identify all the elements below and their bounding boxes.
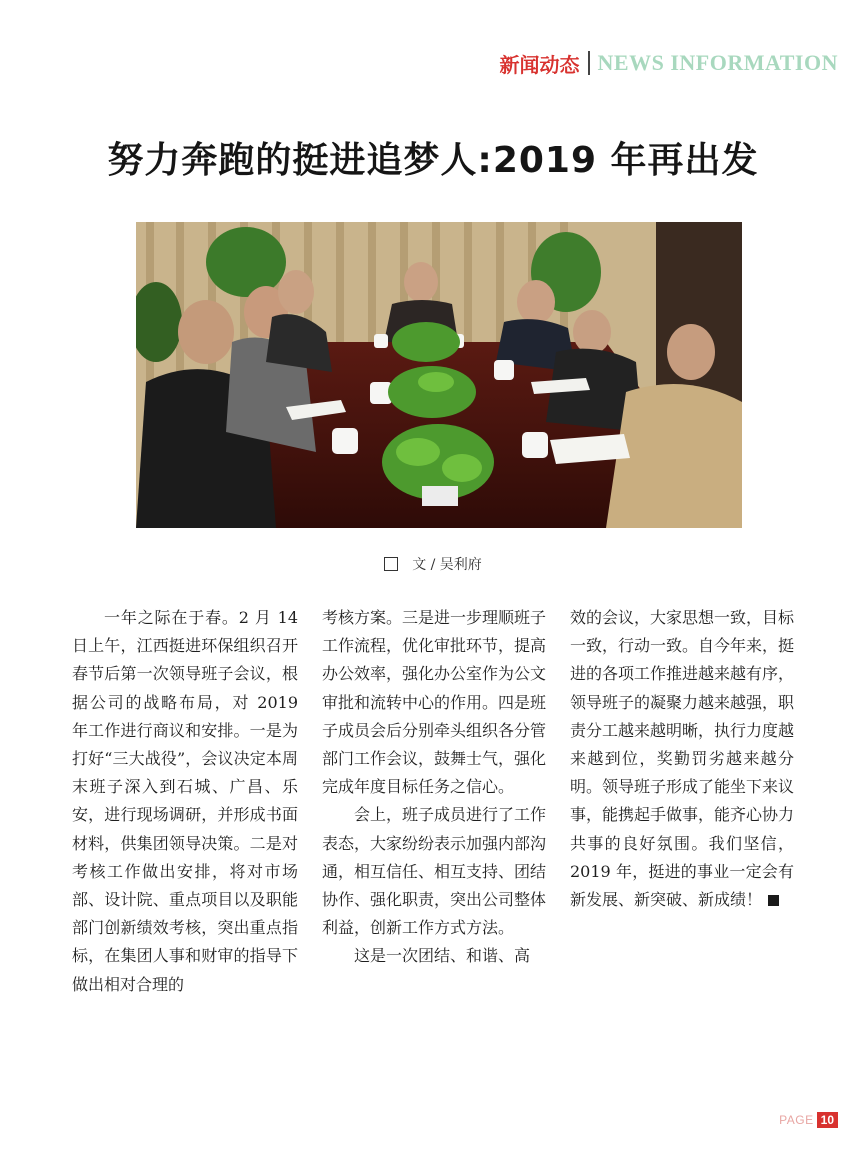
end-mark-icon	[768, 895, 779, 906]
article-title: 努力奔跑的挺进追梦人:2019 年再出发	[107, 140, 759, 181]
article-column-2	[322, 604, 546, 971]
article-column-1	[72, 604, 298, 999]
page-indicator	[779, 1112, 838, 1128]
paragraph-continued: 考核方案。三是进一步理顺班子工作流程，优化审批环节，提高办公效率，强化办公室作为公文审批和流转中心的作用。四是班子成员会后分别牵头组织各分管部门工作会议，鼓舞士气，强化完成年度目标任务之信心。	[322, 608, 547, 797]
section-title-en: NEWS INFORMATION	[597, 50, 838, 75]
paragraph: 这是一次团结、和谐、高	[354, 946, 531, 966]
article-byline	[0, 554, 866, 574]
section-divider	[588, 51, 590, 75]
paragraph-text: 效的会议，大家思想一致，目标一致，行动一致。自今年来，挺进的各项工作推进越来越有序，领导班子的凝聚力越来越强，职责分工越来越明晰，执行力度越来越到位，奖勤罚劣越来越分明。领导班子形成了能坐下来议事，能携起手做事，能齐心协力共事的良好氛围。我们坚信，2019 年，挺进的事业一定会有新发展、新突破、新成绩！	[570, 608, 795, 910]
article-column-3	[570, 604, 794, 914]
page-label: PAGE	[779, 1113, 814, 1127]
section-header	[500, 46, 838, 80]
paragraph-continued	[570, 604, 794, 914]
meeting-photo	[136, 222, 742, 528]
section-title-cn: 新闻动态	[499, 52, 580, 77]
byline-text: 文 / 吴利府	[412, 557, 482, 573]
paragraph: 一年之际在于春。2 月 14 日上午，江西挺进环保组织召开春节后第一次领导班子会议，根据公司的战略布局，对 2019 年工作进行商议和安排。一是为打好“三大战役”，会议决定本周末班子深入到石城、广昌、乐安，进行现场调研，并形成书面材料，供集团领导决策。二是对考核工作做出安排，将对市场部、设计院、重点项目以及职能部门创新绩效考核，突出重点指标，在集团人事和财审的指导下做出相对合理的	[72, 608, 298, 994]
byline-square-icon	[384, 557, 398, 571]
page-number: 10	[817, 1112, 838, 1128]
paragraph: 会上，班子成员进行了工作表态，大家纷纷表示加强内部沟通，相互信任、相互支持、团结协作、强化职责，突出公司整体利益，创新工作方式方法。	[322, 805, 547, 938]
